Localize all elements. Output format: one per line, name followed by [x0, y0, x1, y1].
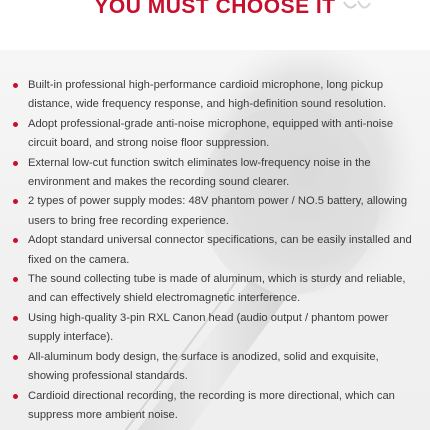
bullet-dot-icon: [13, 122, 18, 127]
list-item: [12, 387, 422, 426]
bullet-dot-icon: [13, 199, 18, 204]
bullet-dot-icon: [13, 161, 18, 166]
feature-text: External low-cut function switch eliminates low-frequency noise in the environment and makes the recording sound clearer.: [28, 156, 371, 189]
feature-list: [12, 76, 422, 425]
list-item: [12, 309, 422, 348]
feature-text: Adopt standard universal connector specifications, can be easily installed and fixed on the camera.: [28, 234, 412, 266]
feature-text: Built-in professional high-performance cardioid microphone, long pickup distance, wide frequency response, and high-definition sound resolution.: [28, 79, 387, 111]
feature-text: Cardioid directional recording, the recording is more directional, which can suppress more ambient noise.: [28, 389, 395, 421]
bullet-dot-icon: [13, 238, 18, 243]
feature-text: 2 types of power supply modes: 48V phantom power / NO.5 battery, allowing users to bring free recording experience.: [28, 195, 408, 227]
list-item: [12, 76, 422, 115]
bullet-dot-icon: [13, 277, 18, 282]
feature-text: Using high-quality 3-pin RXL Canon head (audio output / phantom power supply interface).: [28, 311, 389, 344]
list-item: [12, 348, 422, 387]
list-item: [12, 154, 422, 193]
bullet-dot-icon: [13, 355, 18, 360]
header: [0, 0, 430, 50]
feature-text: Adopt professional-grade anti-noise microphone, equipped with anti-noise circuit board, and strong noise floor suppression.: [28, 117, 394, 150]
feature-text: All-aluminum body design, the surface is anodized, solid and exquisite, showing professional standards.: [28, 350, 379, 383]
bullet-dot-icon: [13, 316, 18, 321]
list-item: [12, 270, 422, 309]
list-item: [12, 231, 422, 270]
bullet-dot-icon: [13, 394, 18, 399]
list-item: [12, 192, 422, 231]
list-item: [12, 115, 422, 154]
decorative-swoosh-icon: [340, 0, 380, 14]
feature-panel: [0, 50, 430, 430]
feature-text: The sound collecting tube is made of aluminum, which is sturdy and reliable, and can effectively shield electromagnetic interference.: [28, 273, 406, 305]
bullet-dot-icon: [13, 83, 18, 88]
headline-text: YOU MUST CHOOSE IT: [94, 0, 336, 18]
